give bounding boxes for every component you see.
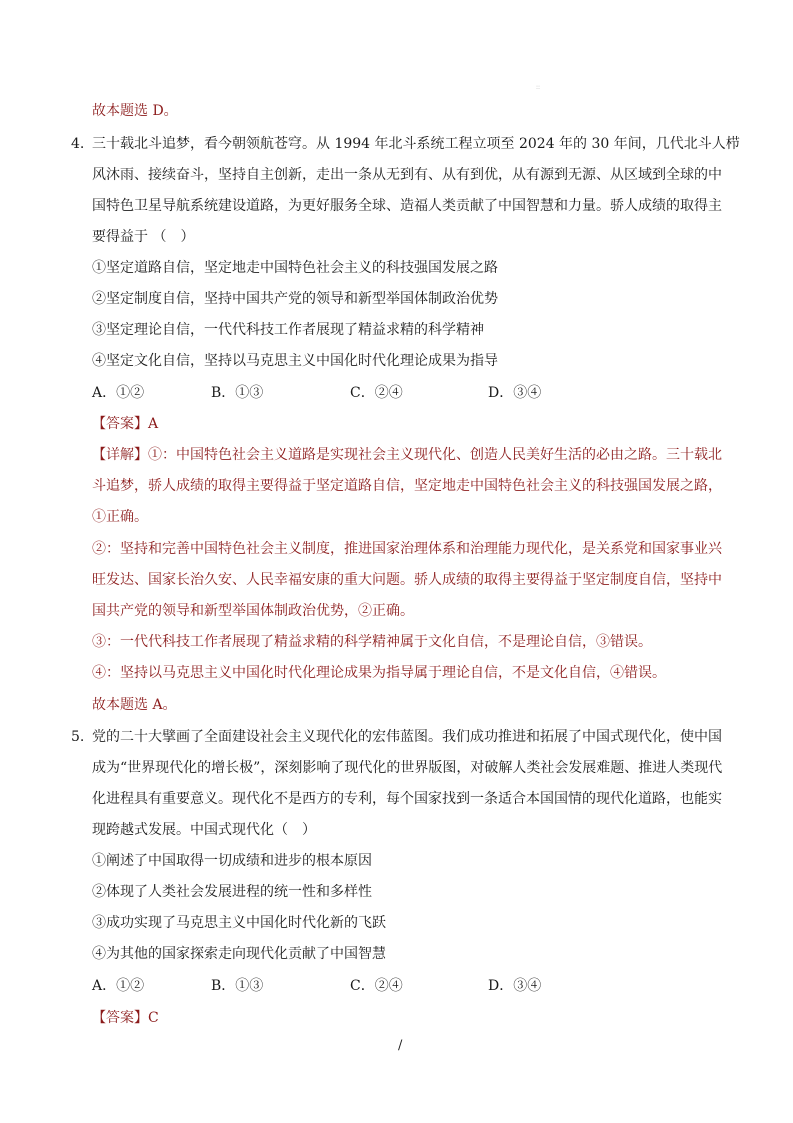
q5-option-a: A．①② <box>92 978 145 994</box>
q5-stem-line: 现跨越式发展。中国式现代化（ ） <box>92 822 316 838</box>
page-number: / <box>398 1038 403 1053</box>
q4-item: ④坚定文化自信，坚持以马克思主义中国化时代化理论成果为指导 <box>92 353 498 369</box>
q4-stem-line: 要得益于 （ ） <box>92 229 195 245</box>
q4-option-b: B．①③ <box>211 385 264 401</box>
q4-detail-line: ④：坚持以马克思主义中国化时代化理论成果为指导属于理论自信，不是文化自信，④错误。 <box>92 665 666 681</box>
q4-detail-line: ③：一代代科技工作者展现了精益求精的科学精神属于文化自信，不是理论自信，③错误。 <box>92 634 652 650</box>
q4-detail-line: ②：坚持和完善中国特色社会主义制度，推进国家治理体系和治理能力现代化，是关系党和国家事业兴 <box>92 541 722 557</box>
q5-item: ④为其他的国家探索走向现代化贡献了中国智慧 <box>92 946 386 962</box>
q5-option-d: D．③④ <box>488 978 542 994</box>
q4-stem-line: 国特色卫星导航系统建设道路，为更好服务全球、造福人类贡献了中国智慧和力量。骄人成绩的取得主 <box>92 198 722 214</box>
q4-detail-line: 国共产党的领导和新型举国体制政治优势，②正确。 <box>92 603 414 619</box>
q4-detail-line: 【详解】①：中国特色社会主义道路是实现社会主义现代化、创造人民美好生活的必由之路。三十载北 <box>92 447 722 463</box>
q5-option-b: B．①③ <box>211 978 264 994</box>
q5-item: ②体现了人类社会发展进程的统一性和多样性 <box>92 884 372 900</box>
q4-item: ②坚定制度自信，坚持中国共产党的领导和新型举国体制政治优势 <box>92 291 498 307</box>
q4-item: ①坚定道路自信，坚定地走中国特色社会主义的科技强国发展之路 <box>92 260 498 276</box>
q4-number: 4. <box>71 136 85 152</box>
q5-stem-line: 党的二十大擘画了全面建设社会主义现代化的宏伟蓝图。我们成功推进和拓展了中国式现代化，使中国 <box>92 729 722 745</box>
q5-item: ③成功实现了马克思主义中国化时代化新的飞跃 <box>92 915 386 931</box>
q5-option-c: C．②④ <box>350 978 403 994</box>
q5-number: 5. <box>71 729 85 745</box>
prev-conclusion: 故本题选 D。 <box>92 103 178 119</box>
q4-answer: 【答案】A <box>92 416 159 432</box>
q4-conclusion: 故本题选 A。 <box>92 697 177 713</box>
q4-stem-line: 风沐雨、接续奋斗，坚持自主创新，走出一条从无到有、从有到优，从有源到无源、从区域到全球的中 <box>92 167 722 183</box>
q4-detail-line: ①正确。 <box>92 509 148 525</box>
q4-detail-line: 斗追梦，骄人成绩的取得主要得益于坚定道路自信，坚定地走中国特色社会主义的科技强国发展之路， <box>92 478 722 494</box>
q4-option-a: A．①② <box>92 385 145 401</box>
q5-stem-line: 成为“世界现代化的增长极”，深刻影响了现代化的世界版图，对破解人类社会发展难题、推进人类现代 <box>92 760 723 776</box>
q5-item: ①阐述了中国取得一切成绩和进步的根本原因 <box>92 853 372 869</box>
q4-option-d: D．③④ <box>488 385 542 401</box>
q4-option-c: C．②④ <box>350 385 403 401</box>
q4-stem-line: 三十载北斗追梦，看今朝领航苍穹。从 1994 年北斗系统工程立项至 2024 年的 30 年间，几代北斗人栉 <box>92 136 740 152</box>
top-mark: :: <box>536 84 541 91</box>
q5-stem-line: 化进程具有重要意义。现代化不是西方的专利，每个国家找到一条适合本国国情的现代化道路，也能实 <box>92 791 722 807</box>
q4-item: ③坚定理论自信，一代代科技工作者展现了精益求精的科学精神 <box>92 322 484 338</box>
q4-detail-line: 旺发达、国家长治久安、人民幸福安康的重大问题。骄人成绩的取得主要得益于坚定制度自信，坚持中 <box>92 572 722 588</box>
q5-answer: 【答案】C <box>92 1010 159 1026</box>
